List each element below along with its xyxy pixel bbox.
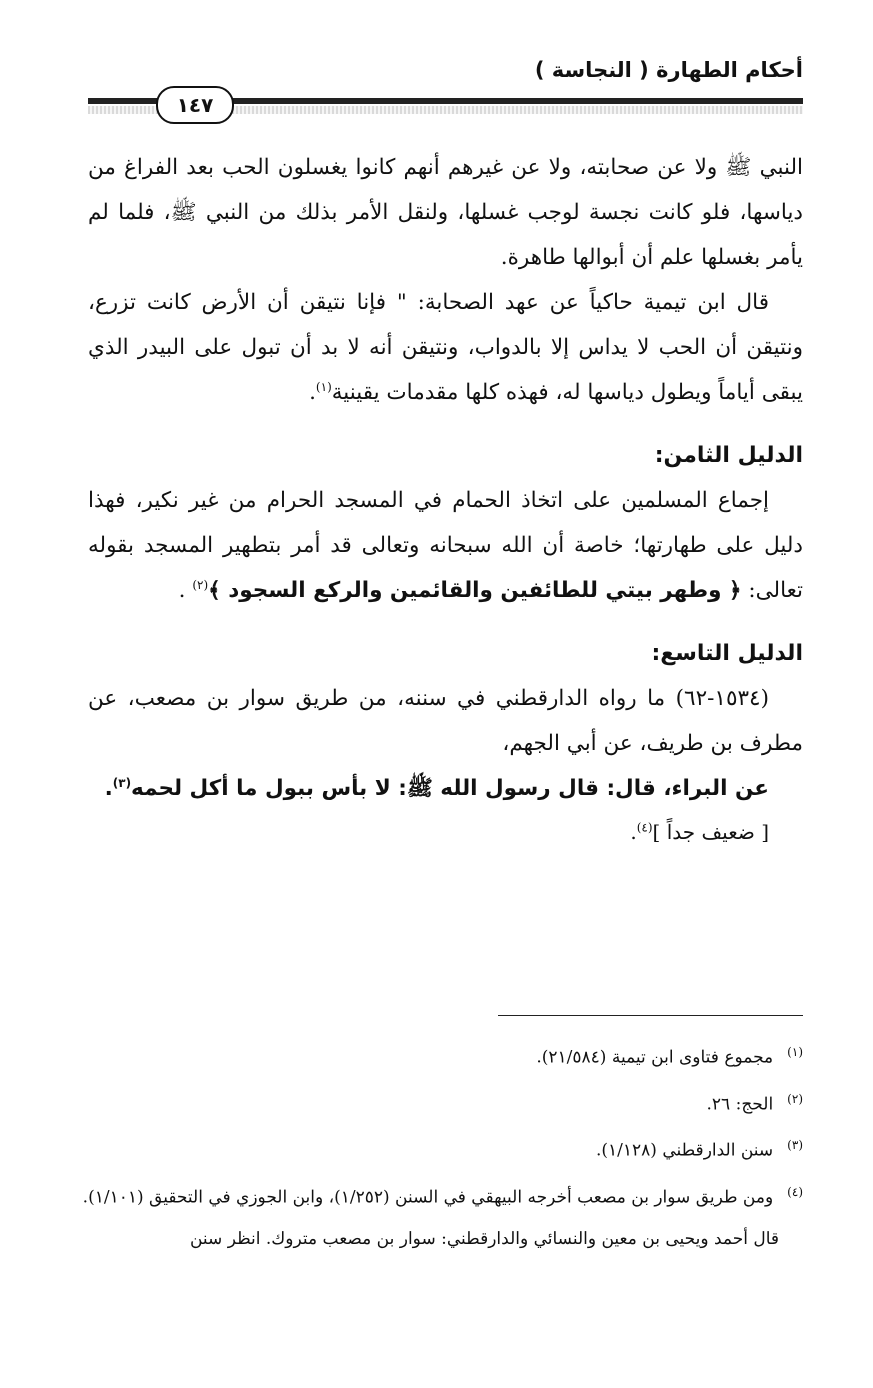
footnote-3 xyxy=(70,1125,803,1172)
running-title: أحكام الطهارة ( النجاسة ) xyxy=(534,58,803,82)
main-text xyxy=(88,145,803,853)
footnote-text: سنن الدارقطني (١/١٢٨). xyxy=(595,1140,774,1161)
footnote-text: الحج: ٢٦. xyxy=(706,1094,774,1115)
footnote-number: (١) xyxy=(787,1045,803,1059)
footnote-ref-4: (٤) xyxy=(636,820,653,835)
paragraph-3-end: . xyxy=(178,578,193,603)
footnote-1 xyxy=(70,1032,803,1079)
footnote-ref-2: (٢) xyxy=(192,577,209,592)
page-number: ١٤٧ xyxy=(176,93,214,117)
footnote-text: ومن طريق سوار بن مصعب أخرجه البيهقي في السنن (١/٢٥٢)، وابن الجوزي في التحقيق (١/١٠١). xyxy=(82,1187,774,1208)
footnote-4 xyxy=(70,1172,803,1219)
footnote-ref-1: (١) xyxy=(315,379,332,394)
hadith-grade xyxy=(88,811,803,853)
paragraph-3 xyxy=(88,478,803,613)
grade-end: . xyxy=(630,820,637,844)
page-number-badge xyxy=(156,86,234,124)
heading-ninth-evidence: الدليل التاسع: xyxy=(651,641,803,666)
quran-verse: ﴿ وطهر بيتي للطائفين والقائمين والركع السجود ﴾ xyxy=(208,578,742,603)
footnote-text: قال أحمد ويحيى بن معين والنسائي والدارقطني: سوار بن مصعب متروك. انظر سنن xyxy=(189,1228,779,1249)
paragraph-2-text: قال ابن تيمية حاكياً عن عهد الصحابة: " فإنا نتيقن أن الأرض كانت تزرع، ونتيقن أن الحب لا يداس إلا بالدواب، ونتيقن أنه لا بد أن تبول على البيدر الذي يبقى أياماً ويطول دياسها له، فهذه كلها مقدمات يقينية xyxy=(88,290,803,405)
footnote-ref-3: (٣) xyxy=(112,775,132,790)
hadith-end: . xyxy=(104,776,113,801)
paragraph-3-text: إجماع المسلمين على اتخاذ الحمام في المسجد الحرام من غير نكير، فهذا دليل على طهارتها؛ خاصة أن الله سبحانه وتعالى قد أمر بتطهير المسجد بقوله تعالى: xyxy=(88,488,803,603)
paragraph-4: (١٥٣٤-٦٢) ما رواه الدارقطني في سننه، من طريق سوار بن مصعب، عن مطرف بن طريف، عن أبي الجهم، xyxy=(88,686,803,756)
footnote-separator xyxy=(498,1015,803,1016)
paragraph-1: النبي ﷺ ولا عن صحابته، ولا عن غيرهم أنهم كانوا يغسلون الحب بعد الفراغ من دياسها، فلو كانت نجسة لوجب غسلها، ولنقل الأمر بذلك من النبي ﷺ، فلما لم يأمر بغسلها علم أن أبوالها طاهرة. xyxy=(88,155,803,270)
grade-text: [ ضعيف جداً ] xyxy=(652,820,769,844)
footnote-4-continued xyxy=(70,1219,803,1260)
paragraph-2 xyxy=(88,280,803,415)
header-rule-right xyxy=(228,98,803,104)
footnote-number: (٤) xyxy=(787,1184,803,1199)
heading-eighth-evidence: الدليل الثامن: xyxy=(654,443,803,468)
footnote-2 xyxy=(70,1079,803,1126)
hadith-body: عن البراء، قال: قال رسول الله ﷺ: لا بأس ببول ما أكل لحمه xyxy=(131,776,769,801)
hadith-text xyxy=(88,766,803,811)
footnotes xyxy=(70,1032,803,1260)
paragraph-2-end: . xyxy=(309,380,316,405)
footnote-text: مجموع فتاوى ابن تيمية (٢١/٥٨٤). xyxy=(536,1047,774,1068)
header-rule-left xyxy=(88,98,158,104)
footnote-number: (٢) xyxy=(787,1091,803,1106)
footnote-number: (٣) xyxy=(787,1138,803,1153)
